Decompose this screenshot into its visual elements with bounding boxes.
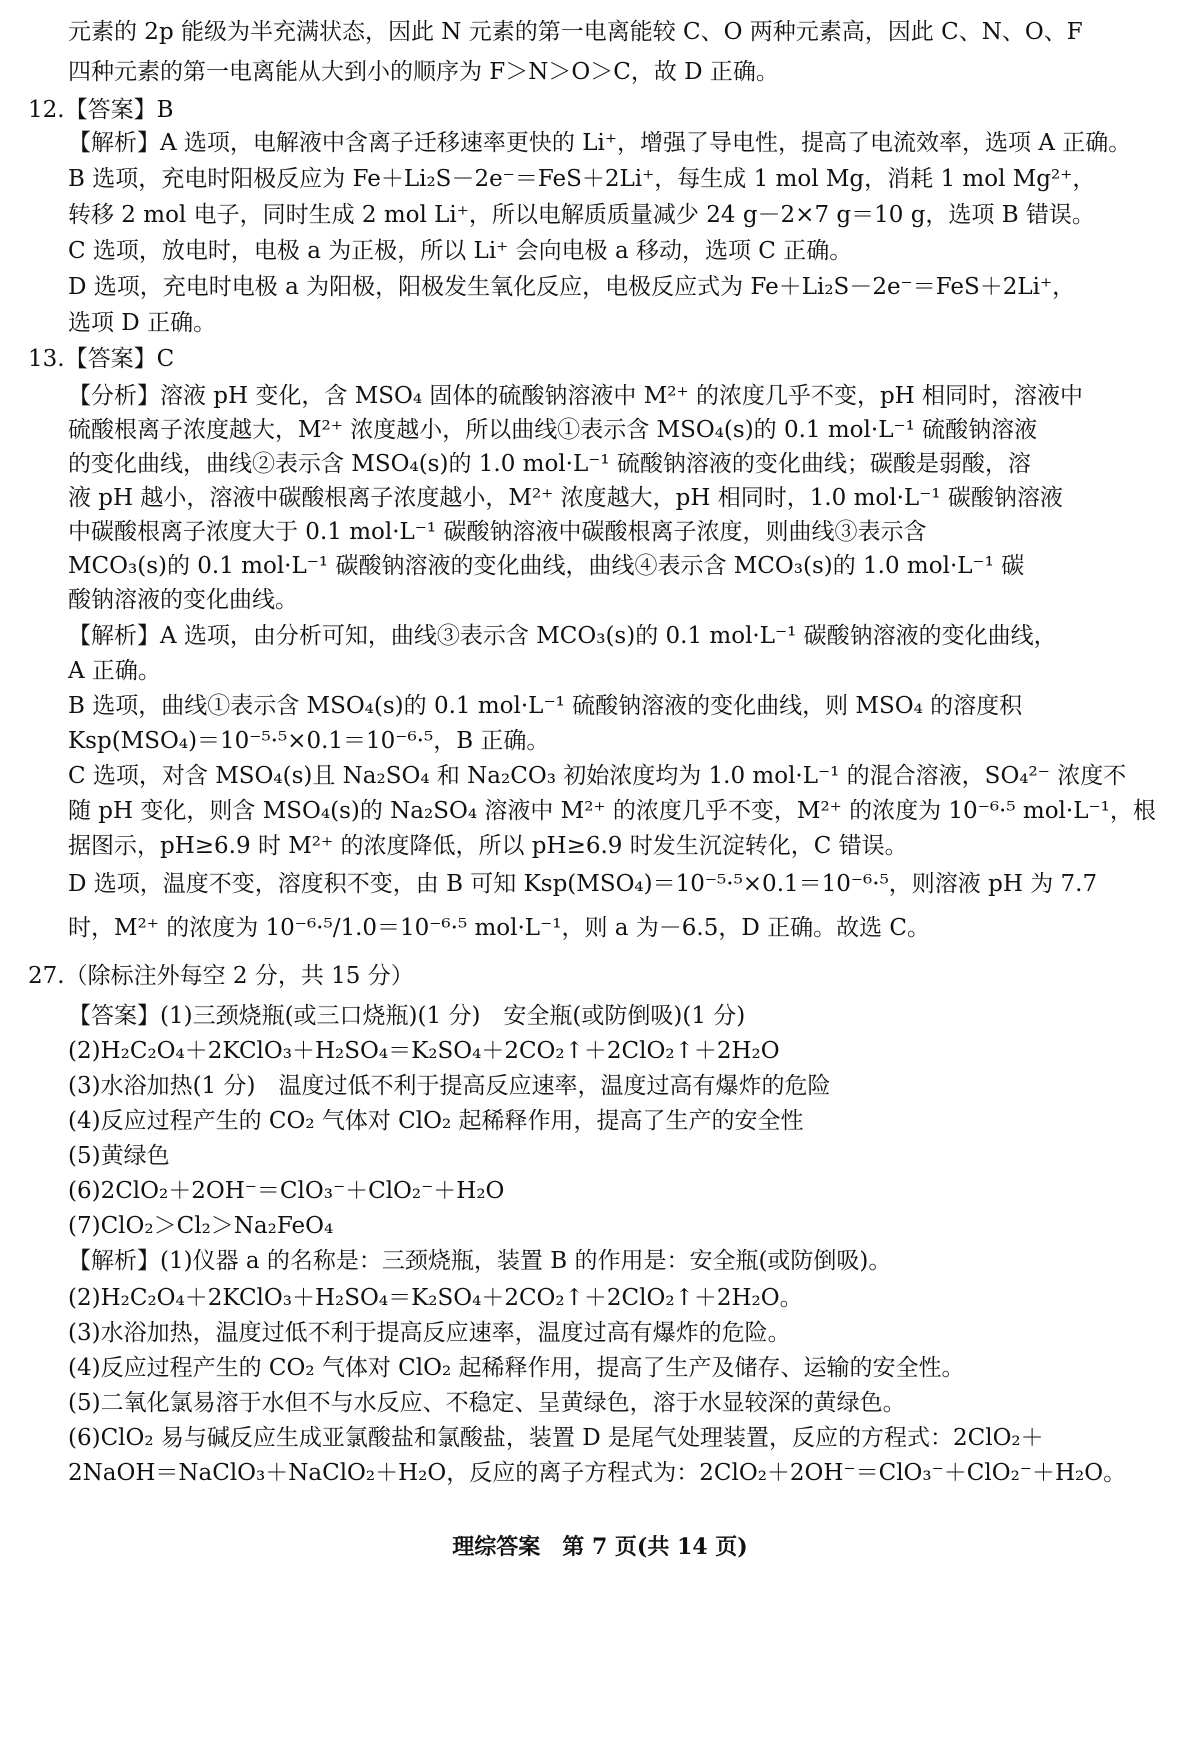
text-line: 据图示，pH≥6.9 时 M²⁺ 的浓度降低，所以 pH≥6.9 时发生沉淀转化，C 错误。: [68, 833, 908, 859]
text-line: 液 pH 越小，溶液中碳酸根离子浓度越小，M²⁺ 浓度越大，pH 相同时，1.0 mol·L⁻¹ 碳酸钠溶液: [68, 485, 1063, 511]
text-line: 酸钠溶液的变化曲线。: [68, 587, 298, 613]
text-line: 【分析】溶液 pH 变化，含 MSO₄ 固体的硫酸钠溶液中 M²⁺ 的浓度几乎不变，pH 相同时，溶液中: [68, 383, 1084, 409]
question-number-27: 27.（除标注外每空 2 分，共 15 分）: [28, 963, 414, 989]
text-line: 【解析】A 选项，由分析可知，曲线③表示含 MCO₃(s)的 0.1 mol·L⁻¹ 碳酸钠溶液的变化曲线，: [68, 623, 1057, 649]
text-line: (6)2ClO₂＋2OH⁻＝ClO₃⁻＋ClO₂⁻＋H₂O: [68, 1178, 505, 1204]
text-line: (4)反应过程产生的 CO₂ 气体对 ClO₂ 起稀释作用，提高了生产的安全性: [68, 1108, 804, 1134]
text-line: MCO₃(s)的 0.1 mol·L⁻¹ 碳酸钠溶液的变化曲线，曲线④表示含 MCO₃(s)的 1.0 mol·L⁻¹ 碳: [68, 553, 1025, 579]
text-line: 【答案】(1)三颈烧瓶(或三口烧瓶)(1 分) 安全瓶(或防倒吸)(1 分): [68, 1003, 746, 1029]
text-line: (5)二氧化氯易溶于水但不与水反应、不稳定、呈黄绿色，溶于水显较深的黄绿色。: [68, 1390, 906, 1416]
text-line: 时，M²⁺ 的浓度为 10⁻⁶·⁵/1.0＝10⁻⁶·⁵ mol·L⁻¹，则 a 为－6.5，D 正确。故选 C。: [68, 915, 931, 941]
text-line: 转移 2 mol 电子，同时生成 2 mol Li⁺，所以电解质质量减少 24 g－2×7 g＝10 g，选项 B 错误。: [68, 202, 1095, 228]
question-number-12: 12.【答案】B: [28, 97, 174, 123]
text-line: 中碳酸根离子浓度大于 0.1 mol·L⁻¹ 碳酸钠溶液中碳酸根离子浓度，则曲线③表示含: [68, 519, 927, 545]
text-line: 四种元素的第一电离能从大到小的顺序为 F＞N＞O＞C，故 D 正确。: [68, 59, 779, 85]
text-line: D 选项，温度不变，溶度积不变，由 B 可知 Ksp(MSO₄)＝10⁻⁵·⁵×0.1＝10⁻⁶·⁵，则溶液 pH 为 7.7: [68, 871, 1098, 897]
text-line: B 选项，充电时阳极反应为 Fe＋Li₂S－2e⁻＝FeS＋2Li⁺，每生成 1 mol Mg，消耗 1 mol Mg²⁺，: [68, 166, 1096, 192]
page-footer: 理综答案 第 7 页(共 14 页): [452, 1534, 748, 1560]
text-line: (3)水浴加热(1 分) 温度过低不利于提高反应速率，温度过高有爆炸的危险: [68, 1073, 831, 1099]
text-line: Ksp(MSO₄)＝10⁻⁵·⁵×0.1＝10⁻⁶·⁵，B 正确。: [68, 728, 550, 754]
text-line: 随 pH 变化，则含 MSO₄(s)的 Na₂SO₄ 溶液中 M²⁺ 的浓度几乎不变，M²⁺ 的浓度为 10⁻⁶·⁵ mol·L⁻¹，根: [68, 798, 1156, 824]
text-line: (4)反应过程产生的 CO₂ 气体对 ClO₂ 起稀释作用，提高了生产及储存、运输的安全性。: [68, 1355, 965, 1381]
text-line: D 选项，充电时电极 a 为阳极，阳极发生氧化反应，电极反应式为 Fe＋Li₂S－2e⁻＝FeS＋2Li⁺，: [68, 274, 1076, 300]
text-line: (2)H₂C₂O₄＋2KClO₃＋H₂SO₄＝K₂SO₄＋2CO₂↑＋2ClO₂↑＋2H₂O: [68, 1038, 780, 1064]
text-line: 的变化曲线，曲线②表示含 MSO₄(s)的 1.0 mol·L⁻¹ 硫酸钠溶液的变化曲线；碳酸是弱酸，溶: [68, 451, 1031, 477]
text-line: 选项 D 正确。: [68, 310, 217, 336]
text-line: 元素的 2p 能级为半充满状态，因此 N 元素的第一电离能较 C、O 两种元素高，因此 C、N、O、F: [68, 19, 1083, 45]
text-line: C 选项，对含 MSO₄(s)且 Na₂SO₄ 和 Na₂CO₃ 初始浓度均为 1.0 mol·L⁻¹ 的混合溶液，SO₄²⁻ 浓度不: [68, 763, 1127, 789]
text-line: 2NaOH＝NaClO₃＋NaClO₂＋H₂O，反应的离子方程式为：2ClO₂＋2OH⁻＝ClO₃⁻＋ClO₂⁻＋H₂O。: [68, 1460, 1127, 1486]
text-line: (3)水浴加热，温度过低不利于提高反应速率，温度过高有爆炸的危险。: [68, 1320, 791, 1346]
text-line: C 选项，放电时，电极 a 为正极，所以 Li⁺ 会向电极 a 移动，选项 C 正确。: [68, 238, 853, 264]
text-line: 硫酸根离子浓度越大，M²⁺ 浓度越小，所以曲线①表示含 MSO₄(s)的 0.1 mol·L⁻¹ 硫酸钠溶液: [68, 417, 1038, 443]
text-line: B 选项，曲线①表示含 MSO₄(s)的 0.1 mol·L⁻¹ 硫酸钠溶液的变化曲线，则 MSO₄ 的溶度积: [68, 693, 1023, 719]
text-line: (2)H₂C₂O₄＋2KClO₃＋H₂SO₄＝K₂SO₄＋2CO₂↑＋2ClO₂↑＋2H₂O。: [68, 1285, 803, 1311]
text-line: A 正确。: [68, 658, 161, 684]
text-line: (6)ClO₂ 易与碱反应生成亚氯酸盐和氯酸盐，装置 D 是尾气处理装置，反应的方程式：2ClO₂＋: [68, 1425, 1044, 1451]
text-line: (5)黄绿色: [68, 1143, 170, 1169]
question-number-13: 13.【答案】C: [28, 346, 175, 372]
text-line: (7)ClO₂＞Cl₂＞Na₂FeO₄: [68, 1213, 334, 1239]
text-line: 【解析】(1)仪器 a 的名称是：三颈烧瓶，装置 B 的作用是：安全瓶(或防倒吸)。: [68, 1248, 892, 1274]
text-line: 【解析】A 选项，电解液中含离子迁移速率更快的 Li⁺，增强了导电性，提高了电流效率，选项 A 正确。: [68, 130, 1132, 156]
